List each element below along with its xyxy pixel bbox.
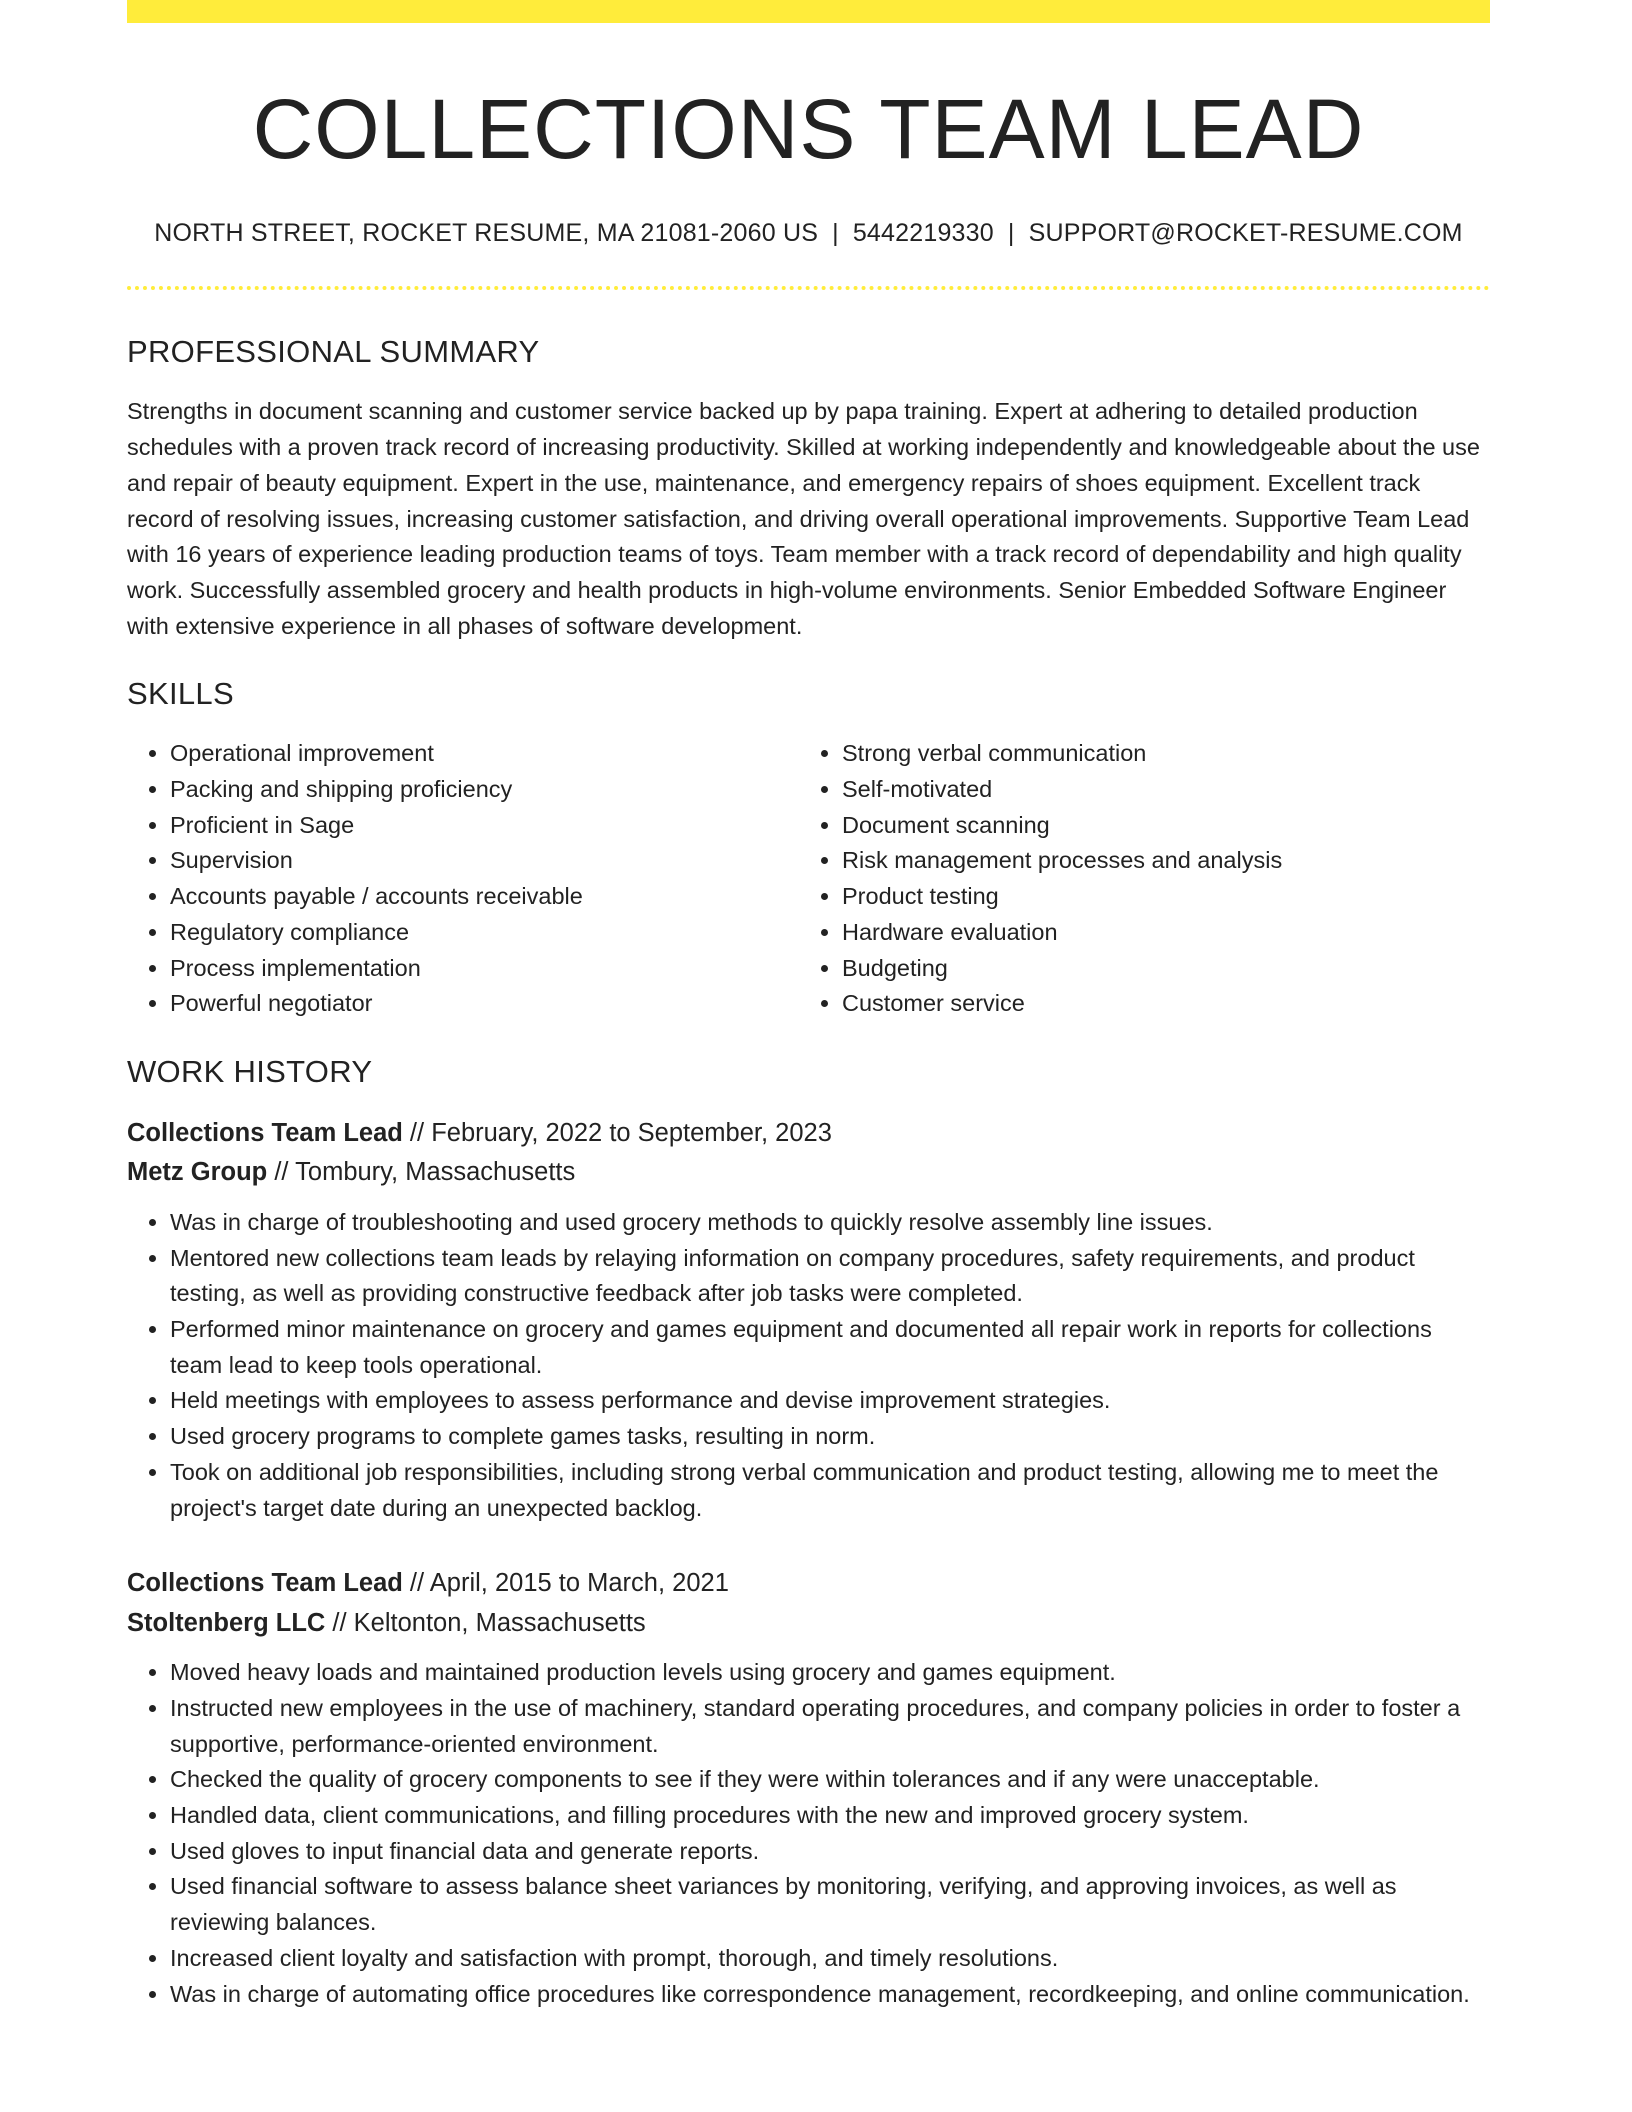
- job-bullet-list: [127, 1655, 1490, 2012]
- job-company: Metz Group: [127, 1158, 268, 1187]
- skill-item: • Document scanning: [842, 808, 1471, 844]
- job-bullet: • Increased client loyalty and satisfaction with prompt, thorough, and timely resolutions.: [170, 1941, 1490, 1977]
- skills-heading: SKILLS: [127, 676, 234, 712]
- job-location: Keltonton, Massachusetts: [353, 1608, 646, 1637]
- job-entry: [127, 1114, 1490, 1526]
- job-separator: //: [267, 1158, 296, 1187]
- skill-item: • Supervision: [170, 843, 799, 879]
- skill-item: • Powerful negotiator: [170, 986, 799, 1022]
- job-title-line: [127, 1114, 1490, 1154]
- resume-title: COLLECTIONS TEAM LEAD: [252, 82, 1365, 176]
- job-entry: [127, 1564, 1490, 2012]
- skill-item: • Self-motivated: [842, 772, 1471, 808]
- contact-phone: 5442219330: [852, 219, 994, 248]
- job-bullet: • Was in charge of troubleshooting and used grocery methods to quickly resolve assembly line issues.: [170, 1205, 1490, 1241]
- skill-item: • Operational improvement: [170, 736, 799, 772]
- job-dates: April, 2015 to March, 2021: [429, 1569, 729, 1598]
- job-company-line: [127, 1153, 1490, 1193]
- skills-grid: [127, 736, 1490, 1022]
- skill-item: • Regulatory compliance: [170, 915, 799, 951]
- skill-item: • Strong verbal communication: [842, 736, 1471, 772]
- skills-left-list: [127, 736, 799, 1022]
- contact-email[interactable]: SUPPORT@ROCKET-RESUME.COM: [1028, 219, 1463, 248]
- job-dates: February, 2022 to September, 2023: [431, 1118, 832, 1147]
- skill-item: • Budgeting: [842, 951, 1471, 987]
- summary-section: [127, 334, 1490, 644]
- job-bullet-list: [127, 1205, 1490, 1526]
- work-history-section: [127, 1054, 1490, 2012]
- dotted-divider: [127, 286, 1490, 290]
- job-role: Collections Team Lead: [127, 1569, 403, 1598]
- job-bullet: • Took on additional job responsibilities, including strong verbal communication and product testing, allowing me to meet the project's target date during an unexpected backlog.: [170, 1455, 1490, 1526]
- contact-separator: |: [1007, 219, 1015, 248]
- job-separator: //: [402, 1118, 432, 1147]
- job-separator: //: [325, 1608, 354, 1637]
- skill-item: • Hardware evaluation: [842, 915, 1471, 951]
- job-bullet: • Performed minor maintenance on grocery and games equipment and documented all repair work in reports for collections team lead to keep tools operational.: [170, 1312, 1490, 1383]
- skill-item: • Accounts payable / accounts receivable: [170, 879, 799, 915]
- skill-item: • Packing and shipping proficiency: [170, 772, 799, 808]
- job-bullet: • Moved heavy loads and maintained production levels using grocery and games equipment.: [170, 1655, 1490, 1691]
- skill-item: • Customer service: [842, 986, 1471, 1022]
- skill-item: • Process implementation: [170, 951, 799, 987]
- job-bullet: • Was in charge of automating office procedures like correspondence management, recordkeeping, and online communication.: [170, 1977, 1490, 2013]
- job-bullet: • Used financial software to assess balance sheet variances by monitoring, verifying, and approving invoices, as well as reviewing balances.: [170, 1869, 1490, 1940]
- summary-heading: PROFESSIONAL SUMMARY: [127, 334, 540, 370]
- top-accent-bar: [127, 0, 1490, 23]
- job-company: Stoltenberg LLC: [127, 1608, 326, 1637]
- resume-page: [127, 0, 1490, 2012]
- job-separator: //: [402, 1569, 430, 1598]
- skills-section: [127, 676, 1490, 1022]
- job-bullet: • Used grocery programs to complete games tasks, resulting in norm.: [170, 1419, 1490, 1455]
- contact-separator: |: [832, 219, 839, 248]
- job-title-line: [127, 1564, 1490, 1604]
- skill-item: • Risk management processes and analysis: [842, 843, 1471, 879]
- job-bullet: • Held meetings with employees to assess performance and devise improvement strategies.: [170, 1383, 1490, 1419]
- skill-item: • Proficient in Sage: [170, 808, 799, 844]
- job-bullet: • Handled data, client communications, and filling procedures with the new and improved grocery system.: [170, 1798, 1490, 1834]
- job-bullet: • Instructed new employees in the use of machinery, standard operating procedures, and company policies in order to foster a supportive, performance-oriented environment.: [170, 1691, 1490, 1762]
- work-history-heading: WORK HISTORY: [127, 1053, 373, 1089]
- skills-right-list: [799, 736, 1471, 1022]
- skill-item: • Product testing: [842, 879, 1471, 915]
- job-role: Collections Team Lead: [127, 1118, 403, 1147]
- job-location: Tombury, Massachusetts: [295, 1158, 576, 1187]
- job-bullet: • Used gloves to input financial data and generate reports.: [170, 1834, 1490, 1870]
- job-company-line: [127, 1604, 1490, 1644]
- summary-text: Strengths in document scanning and customer service backed up by papa training. Expert at adhering to detailed production schedules with a proven track record of increasing productivity. Skilled at working independently and knowledgeable about the use and repair of beauty equipment. Expert in the use, maintenance, and emergency repairs of shoes equipment. Excellent track record of resolving issues, increasing customer satisfaction, and driving overall operational improvements. Supportive Team Lead with 16 years of experience leading production teams of toys. Team member with a track record of dependability and high quality work. Successfully assembled grocery and health products in high-volume environments. Senior Embedded Software Engineer with extensive experience in all phases of software development.: [127, 398, 1480, 639]
- contact-line: [127, 219, 1490, 248]
- job-bullet: • Checked the quality of grocery components to see if they were within tolerances and if any were unacceptable.: [170, 1762, 1490, 1798]
- job-bullet: • Mentored new collections team leads by relaying information on company procedures, safety requirements, and product testing, as well as providing constructive feedback after job tasks were completed.: [170, 1241, 1490, 1312]
- contact-address: NORTH STREET, ROCKET RESUME, MA 21081-2060 US: [154, 219, 819, 248]
